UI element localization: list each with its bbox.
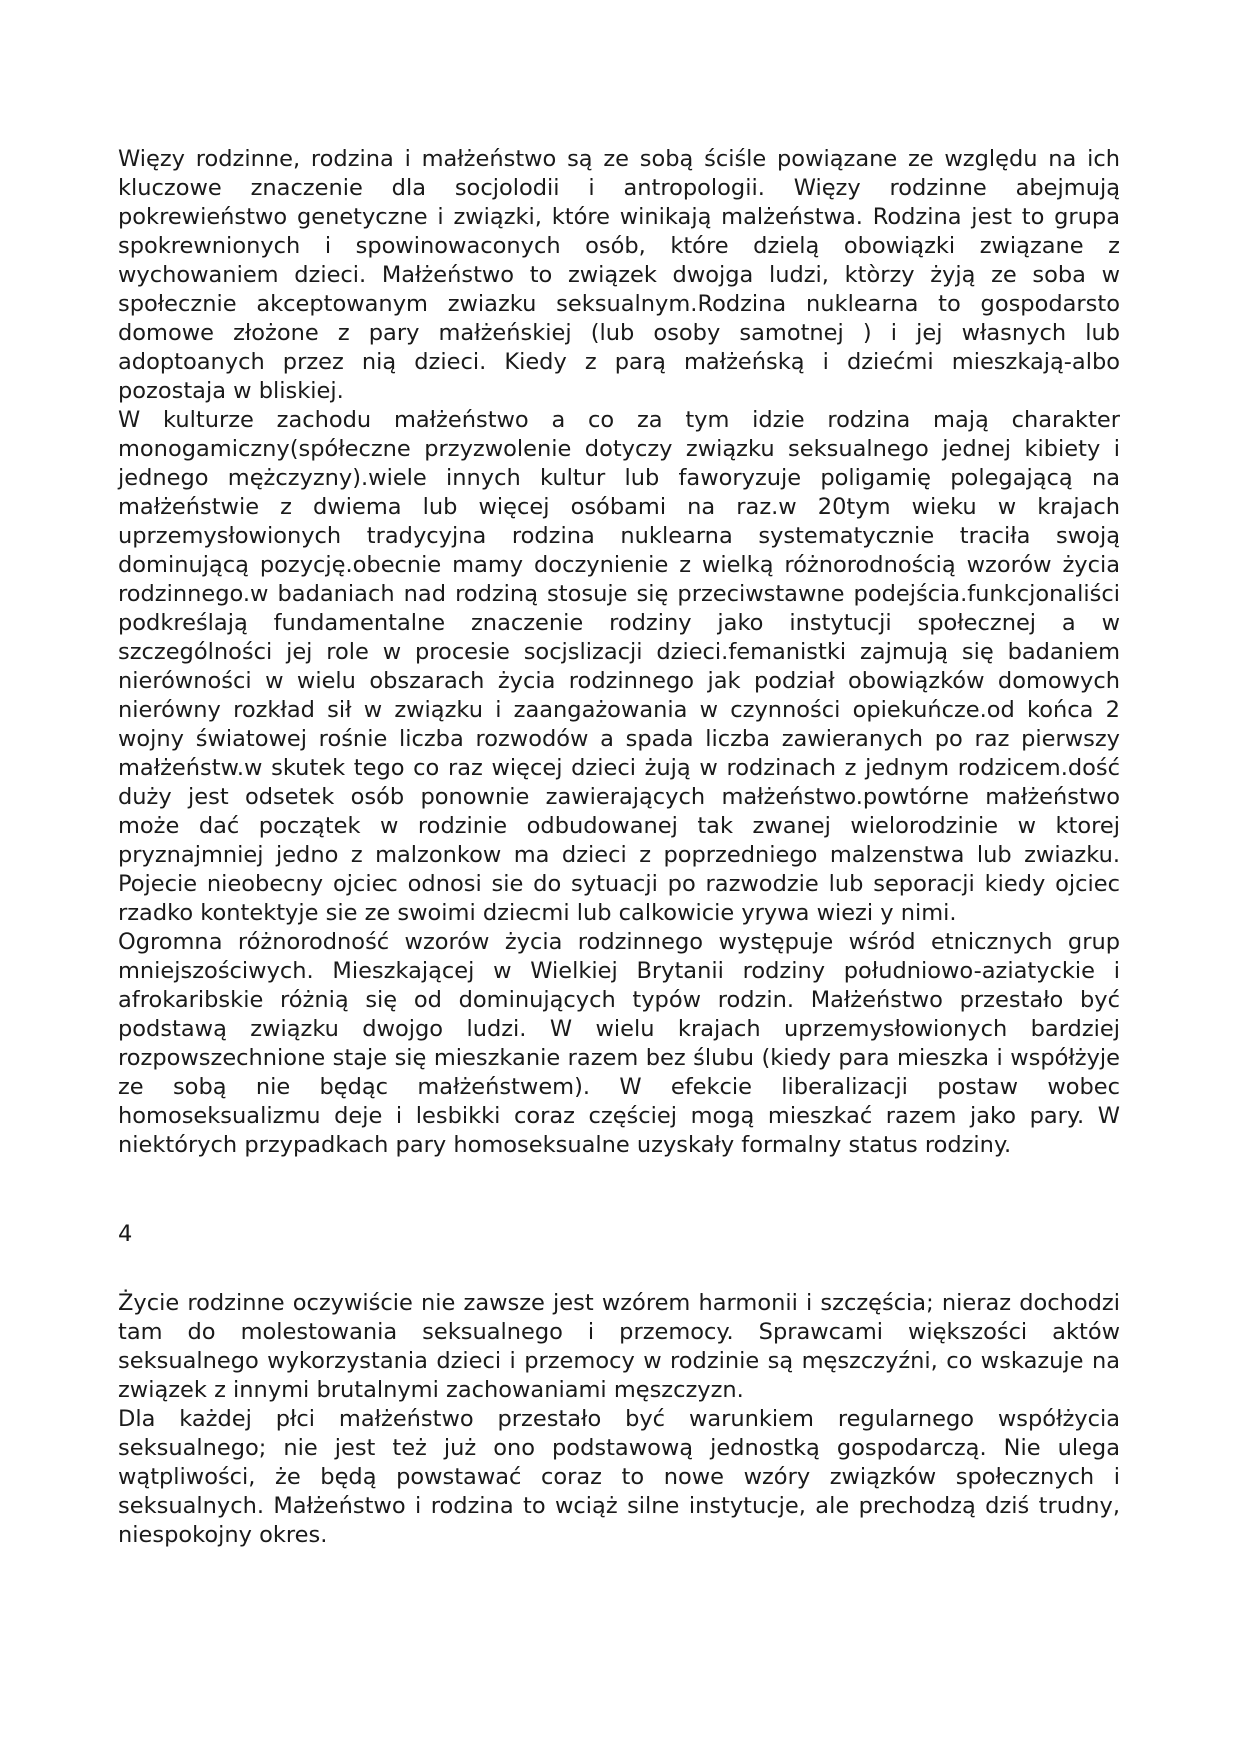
paragraph: Ogromna różnorodność wzorów życia rodzinnego występuje wśród etnicznych grup mniejszościwych. Mieszkającej w Wielkiej Brytanii rodziny południowo-aziatyckie i afrokaribskie różnią się od dominujących typów rodzin. Małżeństwo przestało być podstawą związku dwojgo ludzi. W wielu krajach uprzemysłowionych bardziej rozpowszechnione staje się mieszkanie razem bez ślubu (kiedy para mieszka i współżyje ze sobą nie będąc małżeństwem). W efekcie liberalizacji postaw wobec homoseksualizmu deje i lesbikki coraz częściej mogą mieszkać razem jako pary. W niektórych przypadkach pary homoseksualne uzyskały formalny status rodziny. (118, 929, 1120, 1158)
paragraph: Więzy rodzinne, rodzina i małżeństwo są ze sobą ściśle powiązane ze względu na ich kluczowe znaczenie dla socjolodii i antropologii. Więzy rodzinne abejmują pokrewieństwo genetyczne i związki, które winikają malżeństwa. Rodzina jest to grupa spokrewnionych i spowinowaconych osób, które dzielą obowiązki związane z wychowaniem dzieci. Małżeństwo to związek dwojga ludzi, ktòrzy żyją ze soba w społecznie akceptowanym zwiazku seksualnym.Rodzina nuklearna to gospodarsto domowe złożone z pary małżeńskiej (lub osoby samotnej ) i jej własnych lub adoptoanych przez nią dzieci. Kiedy z parą małżeńską i dziećmi mieszkają-albo pozostaja w bliskiej. (118, 146, 1120, 404)
section-number: 4 (118, 1221, 133, 1247)
paragraph: Dla każdej płci małżeństwo przestało być warunkiem regularnego współżycia seksualnego; nie jest też już ono podstawową jednostką gospodarczą. Nie ulega wątpliwości, że będą powstawać coraz to nowe wzóry związków społecznych i seksualnych. Małżeństwo i rodzina to wciąż silne instytucje, ale prechodzą dziś trudny, niespokojny okres. (118, 1406, 1120, 1548)
text-block-top (118, 145, 1120, 1160)
paragraph: Życie rodzinne oczywiście nie zawsze jest wzórem harmonii i szczęścia; nieraz dochodzi tam do molestowania seksualnego i przemocy. Sprawcami większości aktów seksualnego wykorzystania dzieci i przemocy w rodzinie są męszczyźni, co wskazuje na związek z innymi brutalnymi zachowaniami męszczyzn. (118, 1290, 1120, 1403)
paragraph: W kulturze zachodu małżeństwo a co za tym idzie rodzina mają charakter monogamiczny(spółeczne przyzwolenie dotyczy związku seksualnego jednej kibiety i jednego mężczyzny).wiele innych kultur lub faworyzuje poligamię polegającą na małżeństwie z dwiema lub więcej osóbami na raz.w 20tym wieku w krajach uprzemysłowionych tradycyjna rodzina nuklearna systematycznie traciła swoją dominującą pozycję.obecnie mamy doczynienie z wielką różnorodnością wzorów życia rodzinnego.w badaniach nad rodziną stosuje się przeciwstawne podejścia.funkcjonaliści podkreślają fundamentalne znaczenie rodziny jako instytucji społecznej a w szczególności jej role w procesie socjslizacji dzieci.femanistki zajmują się badaniem nierówności w wielu obszarach życia rodzinnego jak podział obowiązków domowych nierówny rozkład sił w związku i zaangażowania w czynności opiekuńcze.od końca 2 wojny światowej rośnie liczba rozwodów a spada liczba zawieranych po raz pierwszy małżeństw.w skutek tego co raz więcej dzieci żują w rodzinach z jednym rodzicem.dość duży jest odsetek osób ponownie zawierających małżeństwo.powtórne małżeństwo może dać początek w rodzinie odbudowanej tak zwanej wielorodzinie w ktorej pryznajmniej jedno z malzonkow ma dzieci z poprzedniego malzenstwa lub zwiazku. Pojecie nieobecny ojciec odnosi sie do sytuacji po razwodzie lub seporacji kiedy ojciec rzadko kontektyje sie ze swoimi dziecmi lub calkowicie yrywa wiezi y nimi. (118, 407, 1120, 926)
text-block-bottom (118, 1289, 1120, 1550)
